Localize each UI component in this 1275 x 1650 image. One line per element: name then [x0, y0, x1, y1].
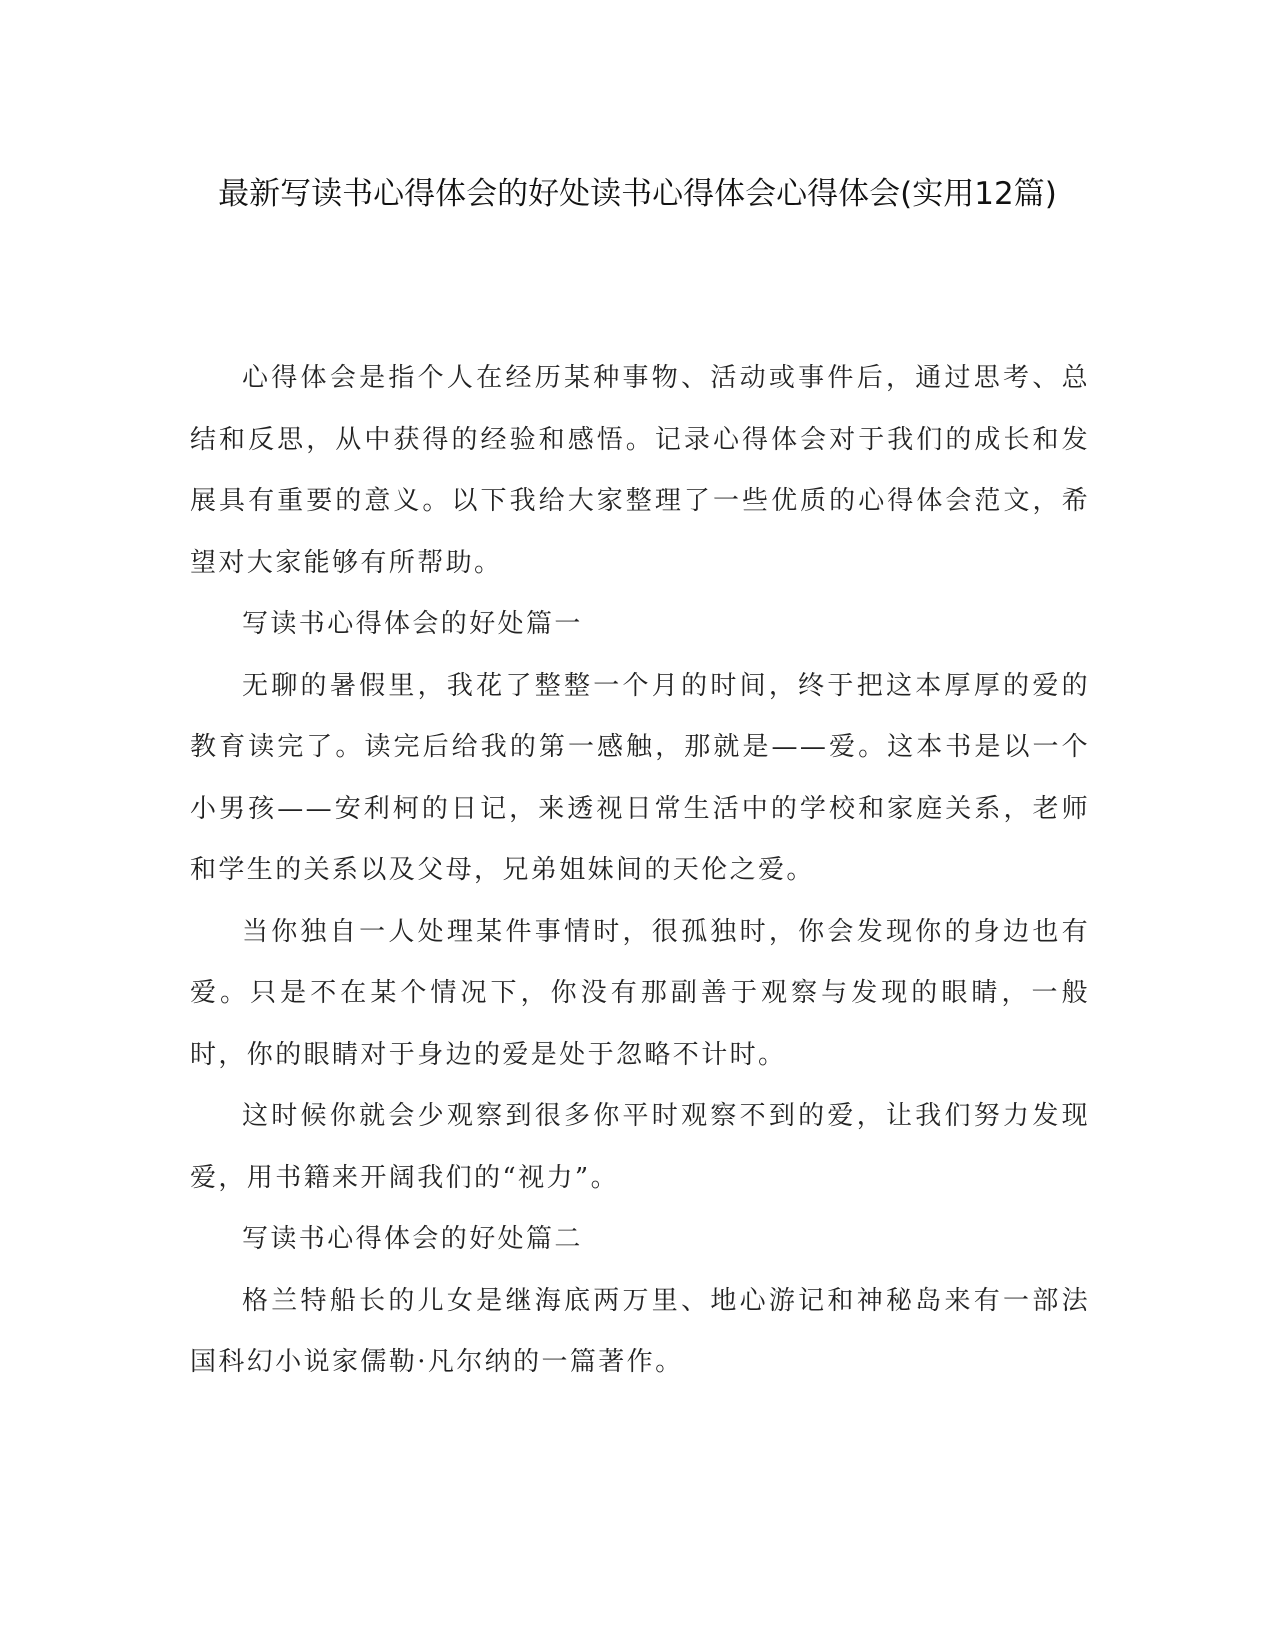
section-heading-2: 写读书心得体会的好处篇二 — [242, 1224, 583, 1254]
section-heading-1: 写读书心得体会的好处篇一 — [242, 609, 583, 639]
intro-paragraph: 心得体会是指个人在经历某种事物、活动或事件后，通过思考、总结和反思，从中获得的经验和感悟。记录心得体会对于我们的成长和发展具有重要的意义。以下我给大家整理了一些优质的心得体会范文，希望对大家能够有所帮助。 — [190, 363, 1090, 578]
document-body — [190, 348, 1090, 1394]
body-paragraph: 格兰特船长的儿女是继海底两万里、地心游记和神秘岛来有一部法国科幻小说家儒勒·凡尔纳的一篇著作。 — [190, 1285, 1090, 1377]
body-paragraph: 当你独自一人处理某件事情时，很孤独时，你会发现你的身边也有爱。只是不在某个情况下，你没有那副善于观察与发现的眼睛，一般时，你的眼睛对于身边的爱是处于忽略不计时。 — [190, 916, 1090, 1070]
document-title: 最新写读书心得体会的好处读书心得体会心得体会(实用12篇) — [218, 176, 1057, 212]
body-paragraph: 这时候你就会少观察到很多你平时观察不到的爱，让我们努力发现爱，用书籍来开阔我们的“视力”。 — [190, 1101, 1090, 1193]
body-paragraph: 无聊的暑假里，我花了整整一个月的时间，终于把这本厚厚的爱的教育读完了。读完后给我的第一感触，那就是——爱。这本书是以一个小男孩——安利柯的日记，来透视日常生活中的学校和家庭关系，老师和学生的关系以及父母，兄弟姐妹间的天伦之爱。 — [190, 670, 1090, 885]
